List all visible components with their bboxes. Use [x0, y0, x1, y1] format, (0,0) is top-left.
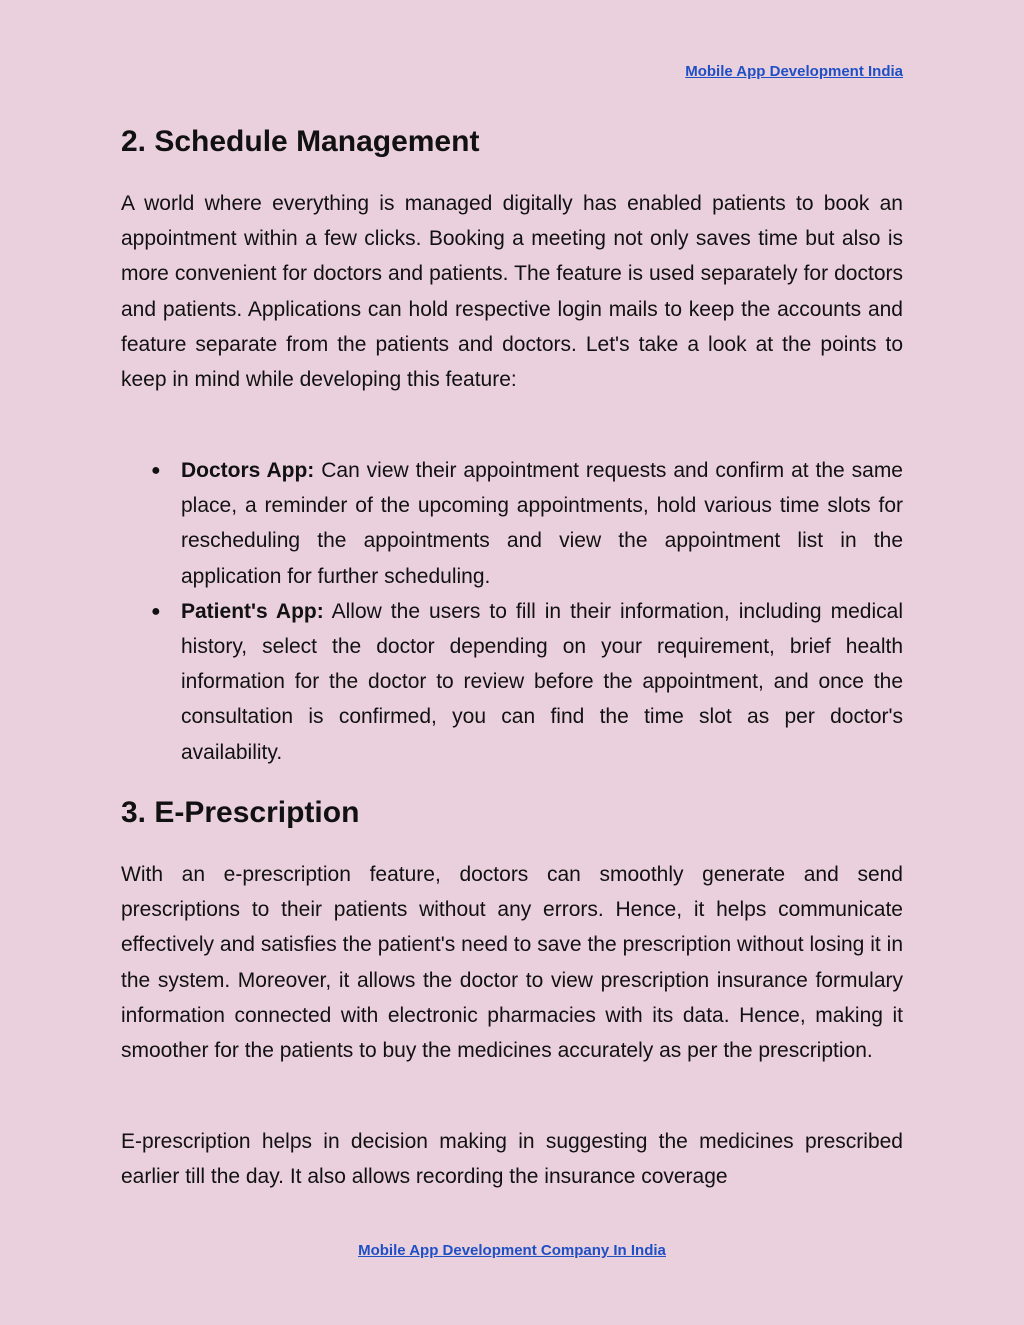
bullet-label: Doctors App:: [181, 459, 315, 482]
section-heading-e-prescription: 3. E-Prescription: [121, 796, 360, 829]
list-item-patients-app: [121, 594, 903, 770]
section-heading-schedule-management: 2. Schedule Management: [121, 125, 480, 158]
footer-link[interactable]: Mobile App Development Company In India: [358, 1242, 666, 1259]
e-prescription-paragraph-2: E-prescription helps in decision making in suggesting the medicines prescribed earlier till the day. It also allows recording the insurance coverage: [121, 1130, 903, 1189]
list-item-doctors-app: [121, 453, 903, 594]
bullet-label: Patient's App:: [181, 599, 324, 623]
schedule-intro-paragraph: A world where everything is managed digitally has enabled patients to book an appointment within a few clicks. Booking a meeting not only saves time but also is more convenient for doctors and patients. The feature is used separately for doctors and patients. Applications can hold respective login mails to keep the accounts and feature separate from the patients and doctors. Let's take a look at the points to keep in mind while developing this feature:: [121, 192, 903, 392]
bullet-text: Allow the users to fill in their information, including medical history, select the doctor depending on your requirement, brief health information for the doctor to review before the appointment, and once the consultation is confirmed, you can find the time slot as per doctor's availability.: [181, 599, 903, 764]
schedule-bullet-list: [121, 453, 903, 770]
bullet-icon: ●: [151, 602, 161, 620]
bullet-text: Can view their appointment requests and confirm at the same place, a reminder of the upcoming appointments, hold various time slots for rescheduling the appointments and view the appointment list in the application for further scheduling.: [181, 459, 903, 588]
bullet-icon: ●: [151, 462, 161, 479]
footer: [0, 1242, 1024, 1259]
e-prescription-paragraph-1: With an e-prescription feature, doctors can smoothly generate and send prescriptions to their patients without any errors. Hence, it helps communicate effectively and satisfies the patient's need to save the prescription without losing it in the system. Moreover, it allows the doctor to view prescription insurance formulary information connected with electronic pharmacies with its data. Hence, making it smoother for the patients to buy the medicines accurately as per the prescription.: [121, 863, 903, 1063]
header-link[interactable]: Mobile App Development India: [685, 63, 903, 80]
